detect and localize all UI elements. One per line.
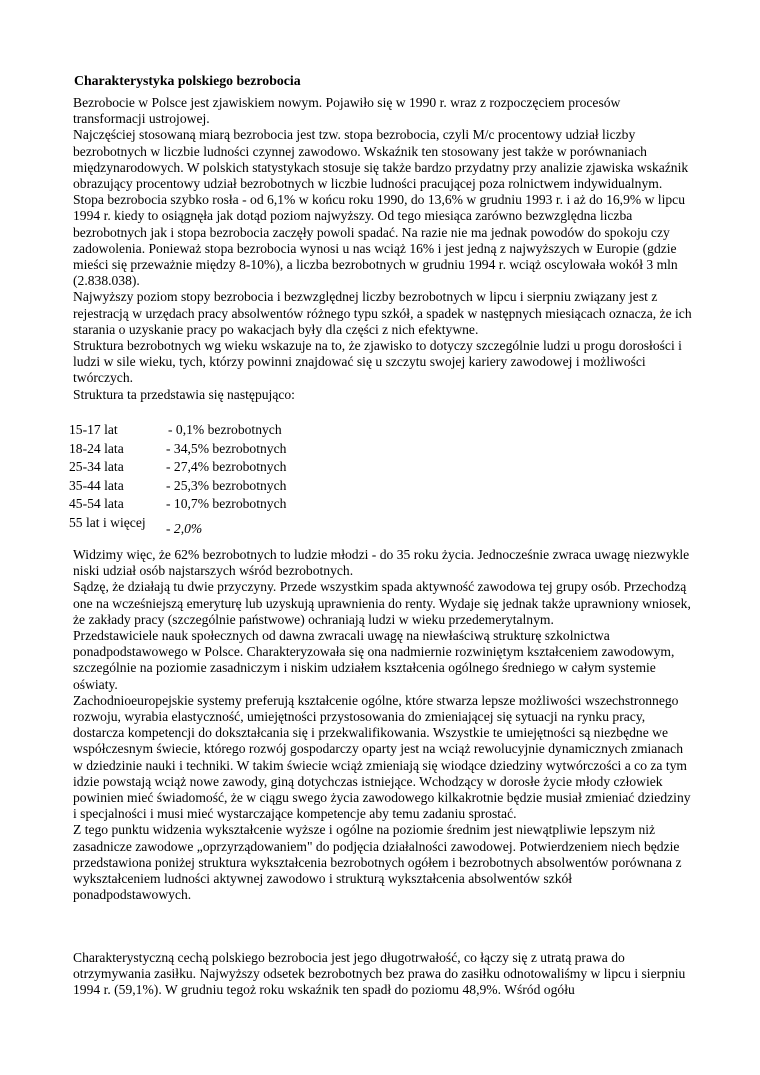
table-row	[69, 459, 369, 478]
paragraph-school-structure: Przedstawiciele nauk społecznych od dawna zwracali uwagę na niewłaściwą strukturę szkolnictwa ponadpodstawowego w Polsce. Charakteryzowała się ona nadmiernie rozwiniętym kształceniem zawodowym, szczególnie na poziomie zasadniczym i niskim udziałem kształcenia ogólnego średniego w całym systemie oświaty.	[73, 628, 675, 692]
table-row	[69, 478, 369, 497]
structure-intro: Struktura ta przedstawia się następująco:	[73, 386, 295, 402]
age-group-label: 35-44 lata	[69, 477, 124, 493]
age-group-value: - 0,1% bezrobotnych	[168, 422, 282, 437]
table-row	[69, 515, 369, 534]
age-group-value: - 34,5% bezrobotnych	[166, 440, 287, 456]
age-group-label: 18-24 lata	[69, 440, 124, 456]
paragraph-western-systems: Zachodnioeuropejskie systemy preferują kształcenie ogólne, które stwarza lepsze możliwości wszechstronnego rozwoju, wyrabia elastyczność, umiejętności przystosowania do zmieniającej się sytuacji na rynku pracy, dostarcza kompetencji do dokształcania się i przekwalifikowania. Wszystkie te umiejętności są niezbędne we współczesnym świecie, którego rozwój gospodarczy oparty jest na wciąż rewolucyjnie dynamicznych zmianach w dziedzinie nauki i techniki. W takim świecie wciąż zmieniają się wiodące dziedziny wytwórczości a co za tym idzie powstają wciąż nowe zawody, giną dotychczas istniejące. Wchodzący w dorosłe życie młody człowiek powinien mieć świadomość, że w ciągu swego życia zawodowego kilkakrotnie będzie musiał zmieniać dziedziny i specjalności i musi mieć wystarczające kompetencje aby temu zadaniu sprostać.	[73, 692, 691, 822]
age-group-value: - 10,7% bezrobotnych	[166, 496, 287, 512]
paragraph-measure: Najczęściej stosowaną miarą bezrobocia jest tzw. stopa bezrobocia, czyli M/c procentowy udział liczby bezrobotnych w liczbie ludności czynnej zawodowo. Wskaźnik ten stosowany jest także w porównaniach międzynarodowych. W polskich statystykach stosuje się także bardzo przydatny przy analizie zjawiska wskaźnik obrazujący procentowy udział bezrobotnych w liczbie ludności pracującej poza rolnictwem indywidualnym.	[73, 127, 689, 192]
age-group-label: 55 lat i więcej	[69, 514, 146, 530]
age-group-value: - 27,4% bezrobotnych	[166, 459, 287, 475]
table-row	[69, 441, 369, 460]
paragraph-intro: Bezrobocie w Polsce jest zjawiskiem nowym. Pojawiło się w 1990 r. wraz z rozpoczęciem procesów transformacji ustrojowej.	[73, 95, 621, 127]
age-group-value: - 2,0%	[166, 520, 203, 536]
age-group-value: - 25,3% bezrobotnych	[166, 477, 287, 493]
paragraph-graduates: Najwyższy poziom stopy bezrobocia i bezwzględnej liczby bezrobotnych w lipcu i sierpniu związany jest z rejestracją w urzędach pracy absolwentów różnego typu szkół, a spadek w następnych miesiącach oznacza, że ich starania o uzyskanie pracy po wakacjach były dla części z nich efektywne.	[73, 289, 692, 337]
paragraph-long-term: Charakterystyczną cechą polskiego bezrobocia jest jego długotrwałość, co łączy się z utratą prawa do otrzymywania zasiłku. Najwyższy odsetek bezrobotnych bez prawa do zasiłku odnotowaliśmy w lipcu i sierpniu 1994 r. (59,1%). W grudniu tegoż roku wskaźnik ten spadł do poziomu 48,9%. Wśród ogółu	[73, 950, 686, 998]
paragraph-rate-growth: Stopa bezrobocia szybko rosła - od 6,1% w końcu roku 1990, do 13,6% w grudniu 1993 r. i aż do 16,9% w lipcu 1994 r. kiedy to osiągnęła jak dotąd poziom najwyższy. Od tego miesiąca zarówno bezwzględna liczba bezrobotnych jak i stopa bezrobocia zaczęły powoli spadać. Na razie nie ma jednak powodów do spokoju czy zadowolenia. Ponieważ stopa bezrobocia wynosi u nas wciąż 16% i jest jedną z najwyższych w Europie (gdzie mieści się przeważnie między 8-10%), a liczba bezrobotnych w grudniu 1994 r. wciąż oscylowała wokół 3 mln (2.838.038).	[73, 192, 685, 289]
table-row	[69, 422, 369, 441]
age-group-label: 15-17 lat	[69, 422, 118, 437]
final-section	[73, 950, 693, 999]
age-group-label: 45-54 lata	[69, 496, 124, 512]
paragraph-age-structure: Struktura bezrobotnych wg wieku wskazuje na to, że zjawisko to dotyczy szczególnie ludzi u progu dorosłości i ludzi w sile wieku, tych, którzy powinni znajdować się u szczytu swojej kariery zawodowej i możliwości twórczych.	[73, 338, 682, 386]
age-structure-table	[69, 422, 369, 534]
paragraph-young-share: Widzimy więc, że 62% bezrobotnych to ludzie młodzi - do 35 roku życia. Jednocześnie zwraca uwagę niezwykle niski udział osób najstarszych wśród bezrobotnych.	[73, 547, 690, 579]
intro-section	[73, 95, 693, 403]
document-title: Charakterystyka polskiego bezrobocia	[74, 73, 301, 88]
paragraph-education-level: Z tego punktu widzenia wykształcenie wyższe i ogólne na poziomie średnim jest niewątpliwie lepszym niż zasadnicze zawodowe „oprzyrządowaniem" do podjęcia działalności zawodowej. Potwierdzeniem niech będzie przedstawiona poniżej struktura wykształcenia bezrobotnych ogółem i bezrobotnych absolwentów porównana z wykształceniem ludności aktywnej zawodowo i strukturą wykształcenia absolwentów szkół ponadpodstawowych.	[73, 822, 682, 903]
paragraph-two-reasons: Sądzę, że działają tu dwie przyczyny. Przede wszystkim spada aktywność zawodowa tej grupy osób. Przechodzą one na wcześniejszą emeryturę lub uzyskują uprawnienia do renty. Wydaje się jednak także uprawniony wniosek, że zakłady pracy (szczególnie państwowe) ochraniają ludzi w wieku przedemerytalnym.	[73, 579, 691, 627]
age-group-label: 25-34 lata	[69, 459, 124, 475]
table-row	[69, 496, 369, 515]
main-section	[73, 547, 693, 903]
